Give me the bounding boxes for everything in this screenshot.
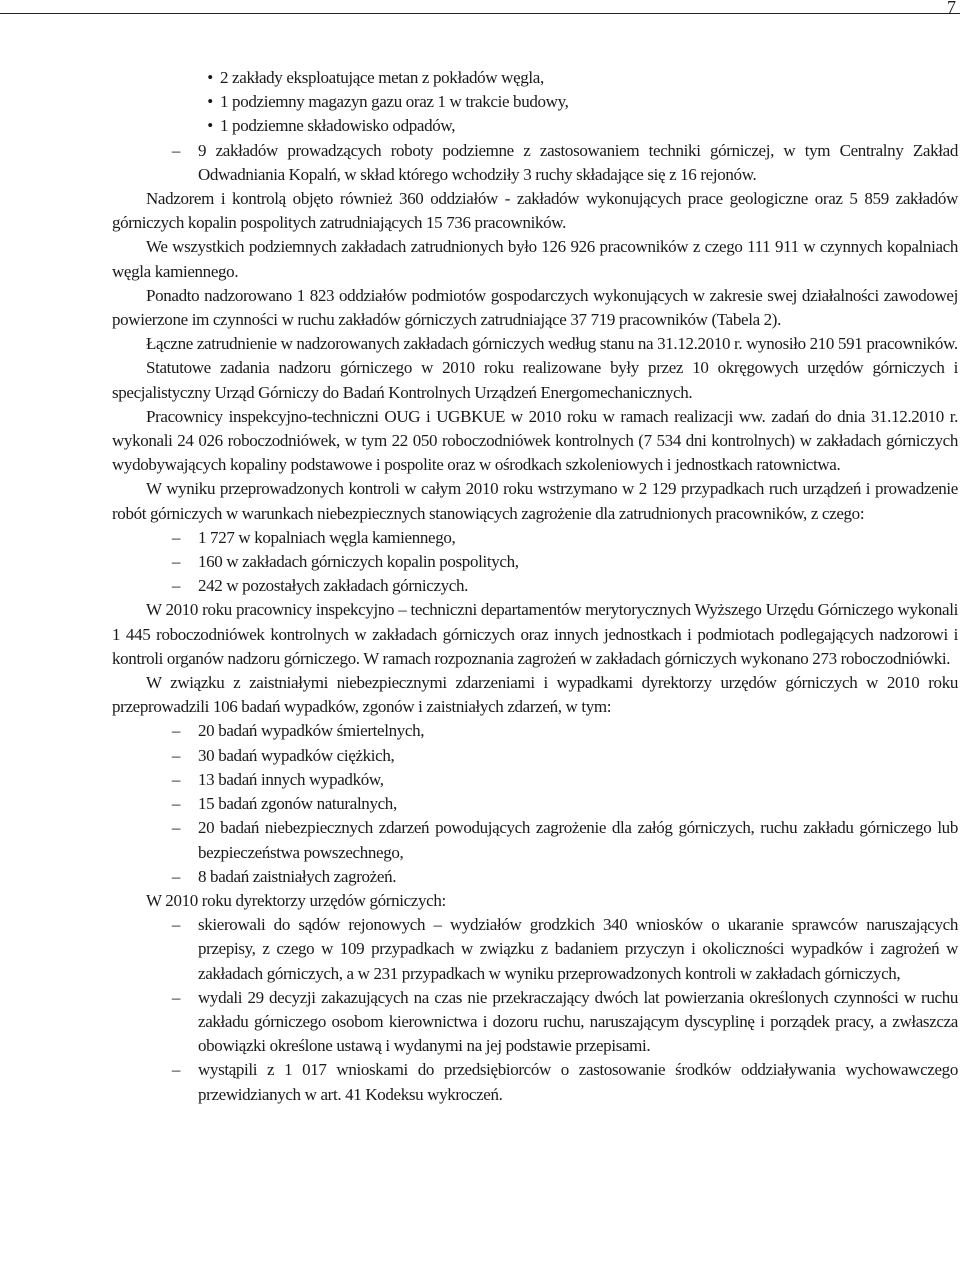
dash-marker: – (171, 552, 181, 572)
list-item-text: 15 badań zgonów naturalnych, (198, 794, 397, 814)
list-item-text: 8 badań zaistniałych zagrożeń. (198, 866, 397, 886)
list-item (112, 768, 958, 792)
dash-marker: – (171, 745, 181, 765)
list-item (112, 550, 958, 574)
list-item (112, 66, 958, 90)
header-rule (0, 13, 960, 14)
list-item (112, 744, 958, 768)
dash-marker: – (171, 818, 181, 838)
list-item (112, 574, 958, 598)
dash-marker: – (171, 140, 181, 160)
page-number: 7 (947, 0, 956, 17)
paragraph: W związku z zaistniałymi niebezpiecznymi zdarzeniami i wypadkami dyrektorzy urzędów górniczych w 2010 roku przeprowadzili 106 badań wypadków, zgonów i zaistniałych zdarzeń, w tym: (112, 673, 958, 717)
list-item-text: 30 badań wypadków ciężkich, (198, 745, 395, 765)
dash-marker: – (171, 866, 181, 886)
paragraph: W 2010 roku dyrektorzy urzędów górniczych: (146, 890, 446, 910)
list-item-text: 20 badań wypadków śmiertelnych, (198, 721, 425, 741)
list-item-text: 160 w zakładach górniczych kopalin pospolitych, (198, 552, 519, 572)
bullet-marker: • (207, 116, 213, 136)
list-item-text: 1 727 w kopalniach węgla kamiennego, (198, 527, 456, 547)
bullet-marker: • (207, 68, 213, 87)
list-item-text: 20 badań niebezpiecznych zdarzeń powodujących zagrożenie dla załóg górniczych, ruchu zakładu górniczego lub bezpieczeństwa powszechnego, (198, 818, 958, 862)
list-item (112, 1058, 958, 1106)
list-item (112, 913, 958, 986)
document-body (112, 66, 958, 1107)
list-item (112, 816, 958, 864)
list-item-text: 2 zakłady eksploatujące metan z pokładów węgla, (220, 68, 544, 87)
list-item (112, 90, 958, 114)
list-item-text: 1 podziemne składowisko odpadów, (220, 116, 456, 136)
list-item-text: wydali 29 decyzji zakazujących na czas nie przekraczający dwóch lat powierzania określonych czynności w ruchu zakładu górniczego osobom kierownictwa i dozoru ruchu, naruszającym dyscyplinę i porządek pracy, a zwłaszcza obowiązki określone ustawą i wydanymi na jej podstawie przepisami. (198, 987, 958, 1056)
dash-marker: – (171, 721, 181, 741)
paragraph: Statutowe zadania nadzoru górniczego w 2010 roku realizowane były przez 10 okręgowych urzędów górniczych i specjalistyczny Urząd Górniczy do Badań Kontrolnych Urządzeń Energomechanicznych. (112, 358, 958, 402)
paragraph: We wszystkich podziemnych zakładach zatrudnionych było 126 926 pracowników z czego 111 911 w czynnych kopalniach węgla kamiennego. (112, 237, 958, 281)
list-item-text: 242 w pozostałych zakładach górniczych. (198, 576, 469, 596)
list-item-text: 9 zakładów prowadzących roboty podziemne z zastosowaniem techniki górniczej, w tym Centralny Zakład Odwadniania Kopalń, w skład którego wchodziły 3 ruchy składające się z 16 rejonów. (198, 140, 958, 184)
dash-marker: – (171, 769, 181, 789)
list-item-text: 13 badań innych wypadków, (198, 769, 384, 789)
list-item (112, 986, 958, 1059)
list-item (112, 719, 958, 743)
dash-marker: – (171, 794, 181, 814)
paragraph: Łączne zatrudnienie w nadzorowanych zakładach górniczych według stanu na 31.12.2010 r. wynosiło 210 591 pracowników. (146, 334, 958, 354)
paragraph: Ponadto nadzorowano 1 823 oddziałów podmiotów gospodarczych wykonujących w zakresie swej działalności zawodowej powierzone im czynności w ruchu zakładów górniczych zatrudniające 37 719 pracowników (Tabela 2). (112, 285, 958, 330)
list-item (112, 114, 958, 138)
dash-marker: – (171, 1060, 181, 1080)
dash-marker: – (171, 987, 181, 1007)
list-item (112, 526, 958, 550)
dash-marker: – (171, 576, 181, 596)
list-item (112, 792, 958, 816)
dash-marker: – (171, 915, 181, 935)
list-item (112, 865, 958, 889)
list-item-text: 1 podziemny magazyn gazu oraz 1 w trakcie budowy, (220, 92, 569, 112)
paragraph: Pracownicy inspekcyjno-techniczni OUG i UGBKUE w 2010 roku w ramach realizacji ww. zadań do dnia 31.12.2010 r. wykonali 24 026 roboczodniówek, w tym 22 050 roboczodniówek kontrolnych (7 534 dni kontrolnych) w zakładach górniczych wydobywających kopaliny podstawowe i pospolite oraz w ośrodkach szkoleniowych i jednostkach ratownictwa. (112, 406, 958, 475)
list-item-text: wystąpili z 1 017 wnioskami do przedsiębiorców o zastosowanie środków oddziaływania wychowawczego przewidzianych w art. 41 Kodeksu wykroczeń. (198, 1060, 958, 1104)
paragraph: W 2010 roku pracownicy inspekcyjno – techniczni departamentów merytorycznych Wyższego Urzędu Górniczego wykonali 1 445 roboczodniówek kontrolnych w zakładach górniczych oraz innych jednostkach i podmiotach podlegających nadzorowi i kontroli organów nadzoru górniczego. W ramach rozpoznania zagrożeń w zakładach górniczych wykonano 273 roboczodniówki. (112, 600, 958, 668)
list-item-text: skierowali do sądów rejonowych – wydziałów grodzkich 340 wniosków o ukaranie sprawców naruszających przepisy, z czego w 109 przypadkach w związku z badaniem przyczyn i okoliczności wypadków i zagrożeń w zakładach górniczych, a w 231 przypadkach w wyniku przeprowadzonych kontroli w zakładach górniczych, (198, 915, 958, 983)
dash-marker: – (171, 527, 181, 547)
paragraph: W wyniku przeprowadzonych kontroli w całym 2010 roku wstrzymano w 2 129 przypadkach ruch urządzeń i prowadzenie robót górniczych w warunkach niebezpiecznych stanowiących zagrożenie dla zatrudnionych pracowników, z czego: (112, 479, 958, 523)
bullet-marker: • (207, 92, 213, 112)
list-item (112, 139, 958, 187)
paragraph: Nadzorem i kontrolą objęto również 360 oddziałów - zakładów wykonujących prace geologiczne oraz 5 859 zakładów górniczych kopalin pospolitych zatrudniających 15 736 pracowników. (112, 189, 958, 233)
